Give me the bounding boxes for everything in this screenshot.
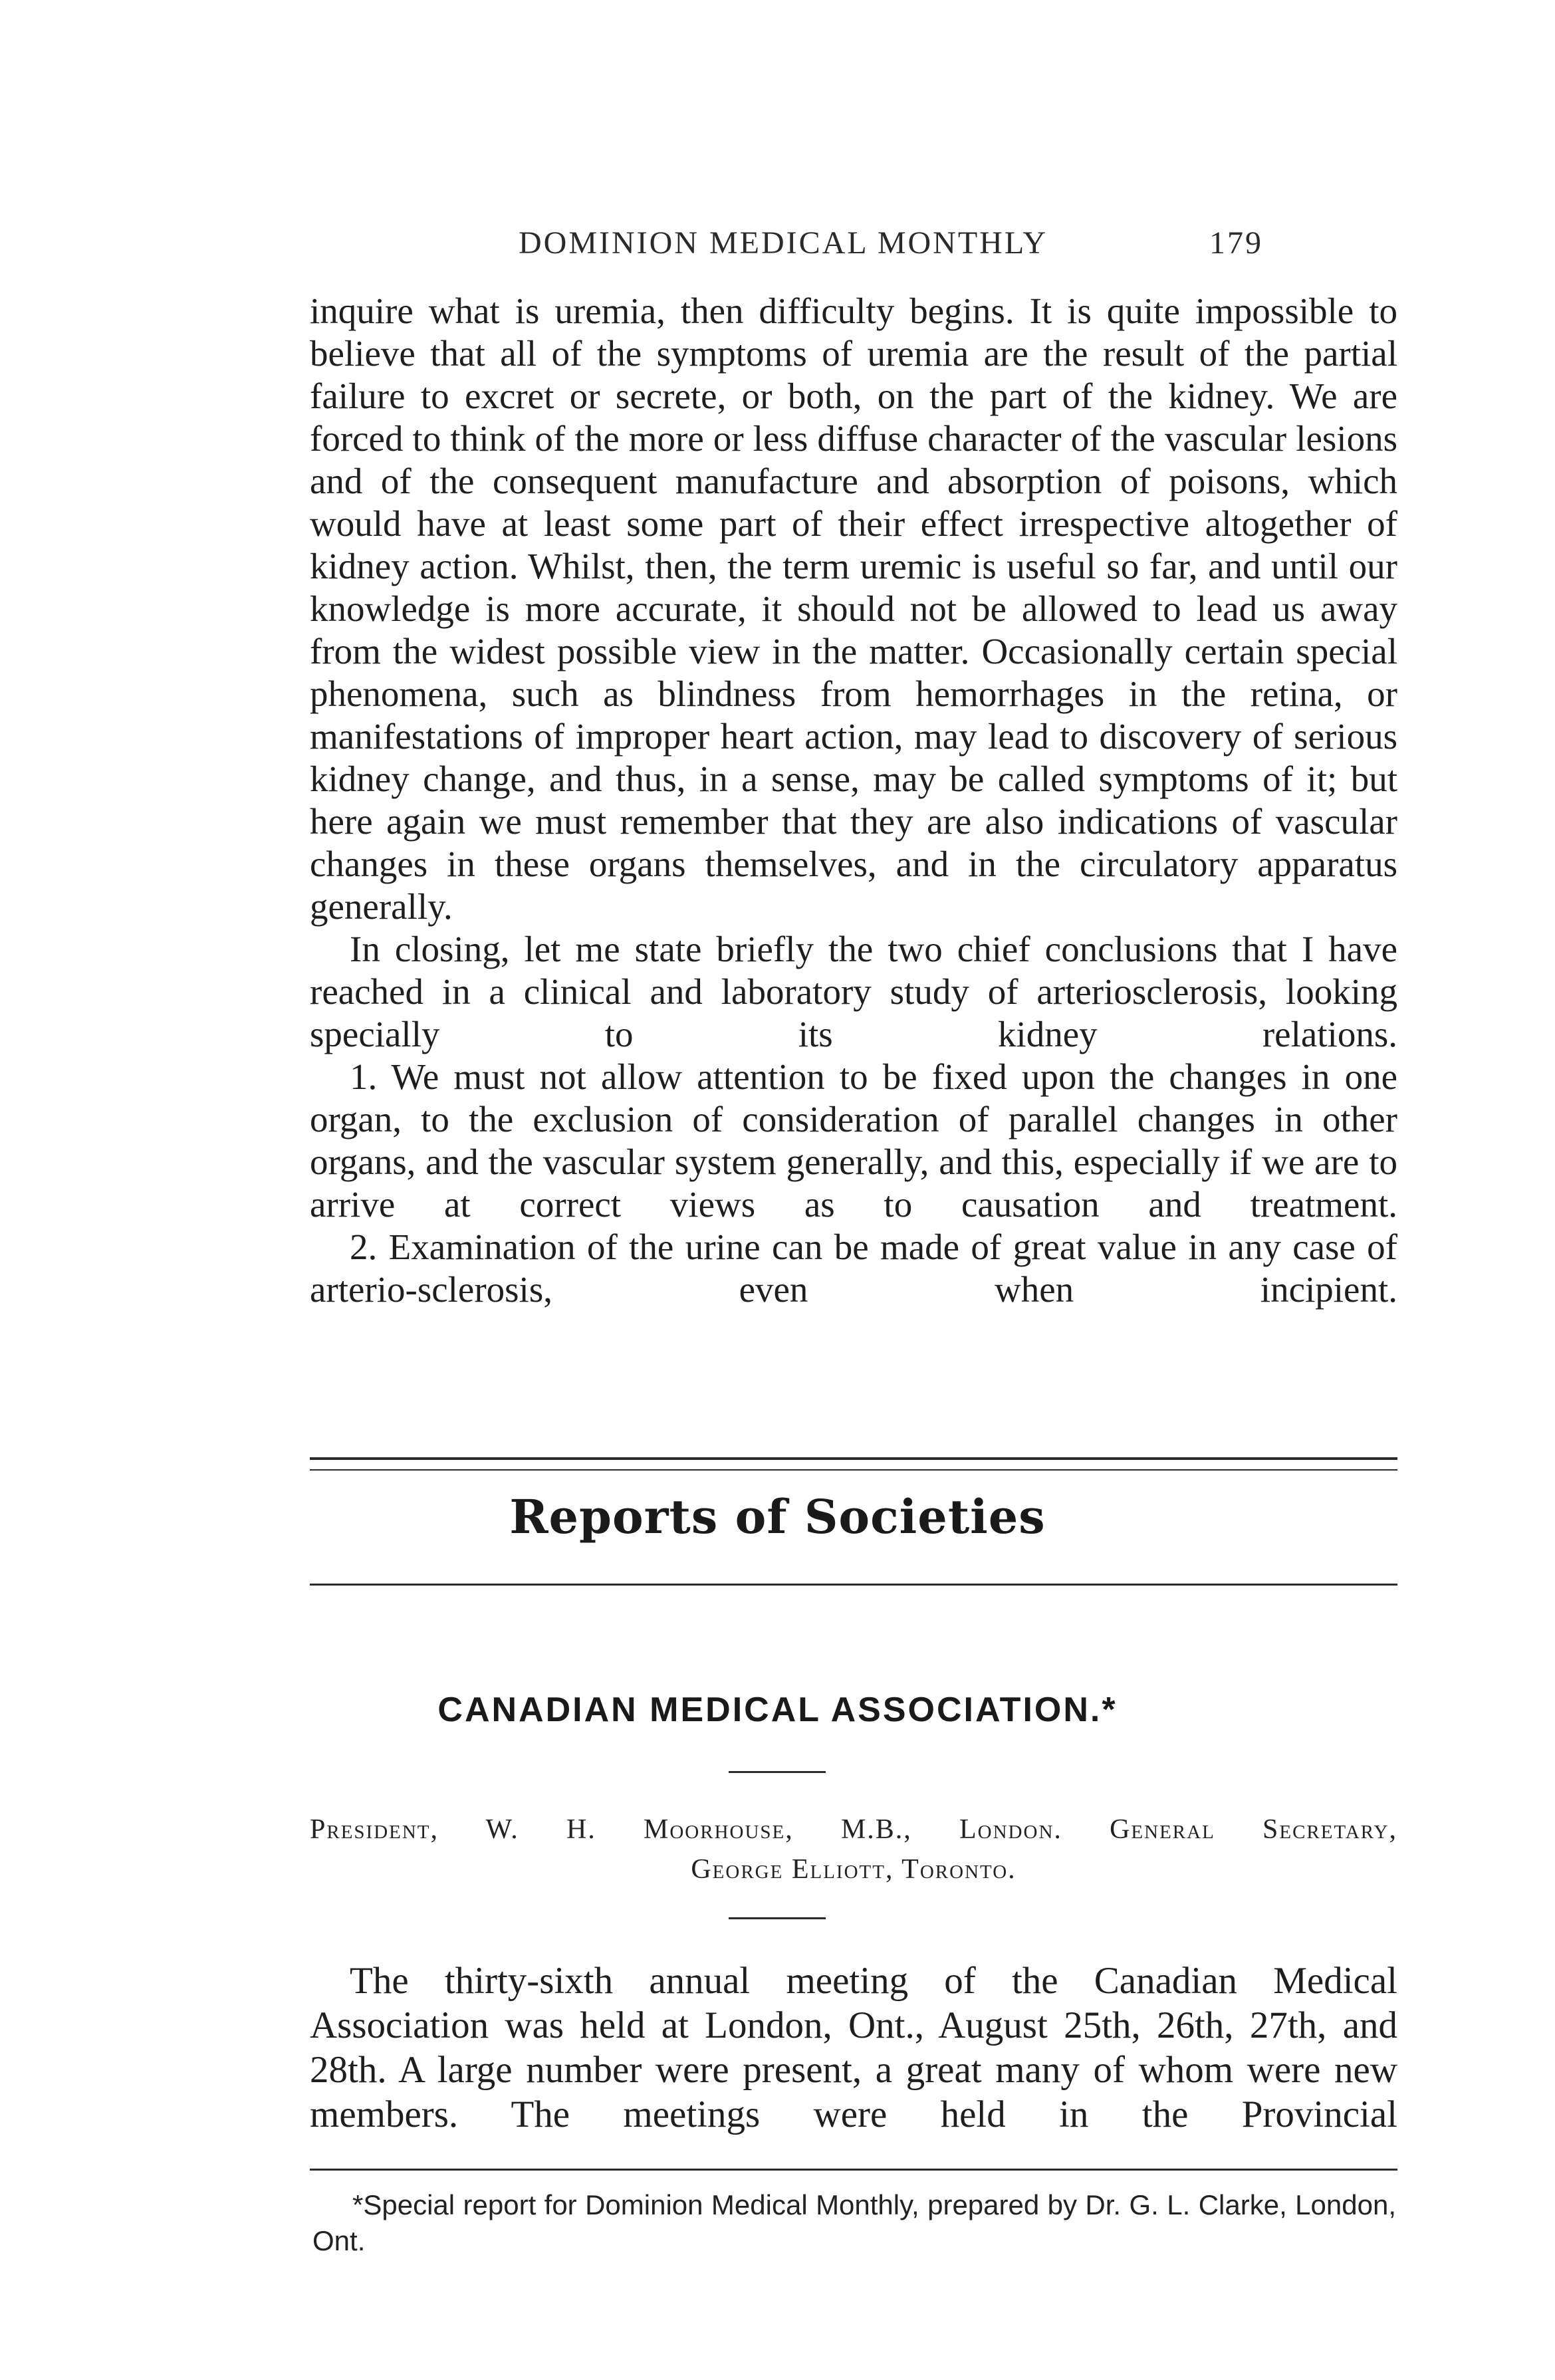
article-body: [310, 290, 1397, 1311]
conclusion-point: 1. We must not allow attention to be fixed upon the changes in one organ, to the exclusion of consideration of parallel changes in other organs, and the vascular system generally, and this, especially if we are to arrive at correct views as to causation and treatment.: [310, 1056, 1397, 1225]
officers-line: George Elliott, Toronto.: [691, 1854, 1017, 1885]
article-paragraph: inquire what is uremia, then difficulty begins. It is quite impossible to believe that all of the symptoms of uremia are the result of the partial failure to excret or secrete, or both, on the part of the kidney. We are forced to think of the more or less diffuse character of the vascular lesions and of the consequent manufacture and absorption of poisons, which would have at least some part of their effect irrespective altogether of kidney action. Whilst, then, the term uremic is useful so far, and until our knowledge is more accurate, it should not be allowed to lead us away from the widest possible view in the matter. Occasionally certain special phenomena, such as blindness from hemorrhages in the retina, or manifestations of improper heart action, may lead to discovery of serious kidney change, and thus, in a sense, may be called symptoms of it; but here again we must remember that they are also indications of vascular changes in these organs themselves, and in the circulatory apparatus generally.: [310, 291, 1397, 927]
meeting-report: [310, 1959, 1397, 2137]
meeting-paragraph: The thirty-sixth annual meeting of the Canadian Medical Association was held at London, Ont., August 25th, 26th, 27th, and 28th. A large number were present, a great many of whom were new members. The meetings were held in the Provincial: [310, 1960, 1397, 2135]
short-rule: [729, 1771, 826, 1773]
footnote-text: *Special report for Dominion Medical Monthly, prepared by Dr. G. L. Clarke, London, Ont.: [312, 2189, 1396, 2256]
article-paragraph: In closing, let me state briefly the two chief conclusions that I have reached in a clinical and laboratory study of arteriosclerosis, looking specially to its kidney relations.: [310, 929, 1397, 1054]
page-number: 179: [1209, 225, 1263, 261]
officers-line: President, W. H. Moorhouse, M.B., London. General Secretary,: [310, 1814, 1397, 1845]
short-rule: [729, 1917, 826, 1919]
section-underline: [310, 1584, 1397, 1586]
officers: [310, 1810, 1397, 1889]
section-divider: [310, 1457, 1397, 1471]
footnote-divider: [310, 2169, 1397, 2171]
association-title: CANADIAN MEDICAL ASSOCIATION.*: [437, 1691, 1118, 1729]
conclusion-point: 2. Examination of the urine can be made of great value in any case of arterio-sclerosis, even when incipient.: [310, 1227, 1397, 1310]
section-title: Reports of Societies: [509, 1489, 1046, 1544]
footnote: [312, 2187, 1396, 2259]
journal-title: DOMINION MEDICAL MONTHLY: [519, 225, 1048, 261]
